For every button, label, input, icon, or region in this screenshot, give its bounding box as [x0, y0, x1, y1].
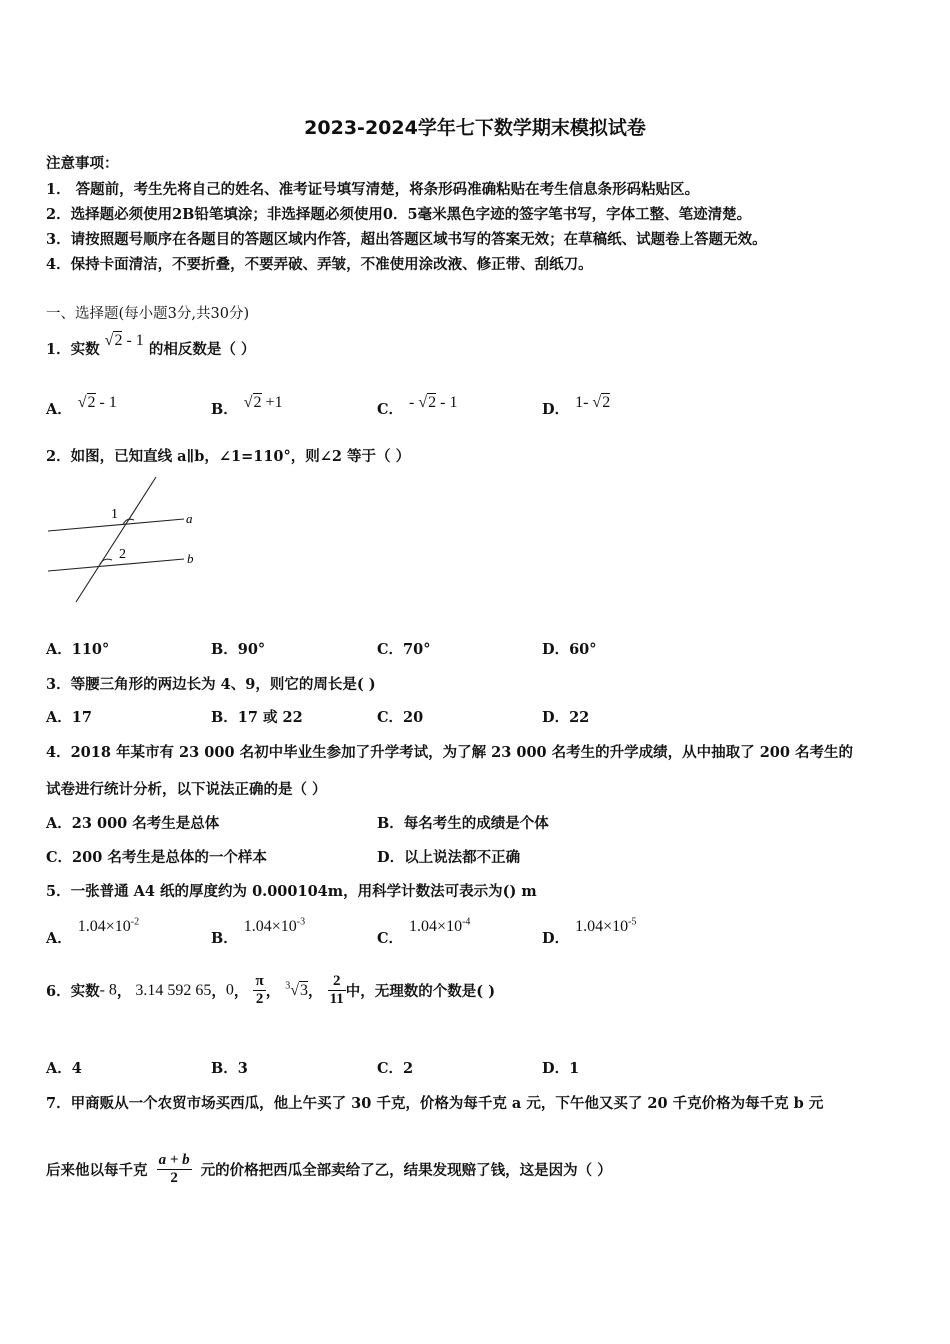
- a-plus-b-over-2: $\frac{a + b}{2}$: [158, 1152, 190, 1186]
- line-b: [48, 559, 184, 571]
- question-1: [46, 332, 256, 359]
- section-heading: 一、选择题(每小题3分,共30分): [46, 306, 250, 322]
- question-1-suffix: 的相反数是（ ）: [148, 341, 256, 358]
- q1-option-b: B． √2 +1: [211, 394, 283, 418]
- q3-option-b: B．17 或 22: [211, 709, 303, 726]
- q6-option-b: B．3: [211, 1060, 248, 1077]
- line-b-label: b: [187, 551, 194, 566]
- two-over-eleven: $\frac{2}{11}$: [329, 973, 344, 1007]
- question-4-line-1: 4．2018 年某市有 23 000 名初中毕业生参加了升学考试，为了解 23 000 名考生的升学成绩，从中抽取了 200 名考生的: [46, 744, 854, 761]
- q3-option-c: C．20: [377, 709, 424, 726]
- q5-option-b: B．$1.04\times 10^{-3}$: [211, 916, 306, 947]
- question-1-expression: √2 - 1: [104, 332, 144, 349]
- question-7-line-2: 后来他以每千克 $\frac{a + b}{2}$ 元的价格把西瓜全部卖给了乙，结果发现赔了钱，这是因为（ ）: [46, 1152, 612, 1186]
- q2-option-c: C．70°: [377, 641, 431, 658]
- q5-option-c: C．$1.04\times 10^{-4}$: [377, 916, 471, 947]
- page-title: 2023-2024学年七下数学期末模拟试卷: [304, 117, 646, 139]
- q2-option-d: D．60°: [542, 641, 597, 658]
- q2-option-a: A．110°: [46, 641, 110, 658]
- angle-2-label: 2: [119, 547, 126, 562]
- q1-option-d: D． 1- √2: [542, 394, 611, 418]
- question-3: 3．等腰三角形的两边长为 4、9，则它的周长是( ): [46, 676, 376, 693]
- angle-1-label: 1: [111, 507, 118, 522]
- q1-option-c: C． - √2 - 1: [377, 394, 458, 418]
- q6-option-a: A．4: [46, 1060, 82, 1077]
- q1-option-a: A． √2 - 1: [46, 394, 117, 418]
- line-a-label: a: [186, 511, 193, 526]
- q6-option-c: C．2: [377, 1060, 414, 1077]
- question-6: 6．实数- 8， 3.14 592 65，0， $\frac{\pi}{2}$ ， $^3$√3， $\frac{2}{11}$ 中，无理数的个数是( ): [46, 973, 496, 1007]
- q3-option-a: A．17: [46, 709, 92, 726]
- question-1-prefix: 1．实数: [46, 341, 100, 358]
- parallel-lines-figure: [44, 473, 204, 608]
- q5-option-d: D．$1.04\times 10^{-5}$: [542, 916, 637, 947]
- q3-option-d: D．22: [542, 709, 590, 726]
- q6-option-d: D．1: [542, 1060, 580, 1077]
- question-5: 5．一张普通 A4 纸的厚度约为 0.000104m，用科学计数法可表示为() m: [46, 883, 537, 900]
- question-7-line-1: 7．甲商贩从一个农贸市场买西瓜，他上午买了 30 千克，价格为每千克 a 元，下午他又买了 20 千克价格为每千克 b 元: [46, 1095, 824, 1112]
- angle-2-arc: [100, 559, 112, 564]
- q4-option-b: B．每名考生的成绩是个体: [377, 815, 549, 832]
- q5-option-a: A．$1.04\times 10^{-2}$: [46, 916, 140, 947]
- q2-option-b: B．90°: [211, 641, 266, 658]
- pi-over-2: $\frac{\pi}{2}$: [255, 973, 264, 1007]
- q4-option-d: D．以上说法都不正确: [377, 849, 521, 866]
- q4-option-c: C．200 名考生是总体的一个样本: [46, 849, 267, 866]
- transversal-line: [76, 477, 156, 602]
- question-4-line-2: 试卷进行统计分析，以下说法正确的是（ ）: [46, 781, 327, 798]
- notice-heading: 注意事项：: [46, 155, 119, 172]
- notice-item-4: 4．保持卡面清洁，不要折叠，不要弄破、弄皱，不准使用涂改液、修正带、刮纸刀。: [46, 256, 593, 273]
- notice-item-3: 3．请按照题号顺序在各题目的答题区域内作答，超出答题区域书写的答案无效；在草稿纸、试题卷上答题无效。: [46, 231, 767, 248]
- notice-item-2: 2．选择题必须使用2B铅笔填涂；非选择题必须使用0．5毫米黑色字迹的签字笔书写，字体工整、笔迹清楚。: [46, 206, 752, 223]
- q4-option-a: A．23 000 名考生是总体: [46, 815, 220, 832]
- notice-item-1: 1． 答题前，考生先将自己的姓名、准考证号填写清楚，将条形码准确粘贴在考生信息条形码粘贴区。: [46, 181, 700, 198]
- cube-root-3: $^3$√3: [285, 980, 309, 1000]
- question-2: 2．如图，已知直线 a∥b，∠1=110°，则∠2 等于（ ）: [46, 448, 411, 465]
